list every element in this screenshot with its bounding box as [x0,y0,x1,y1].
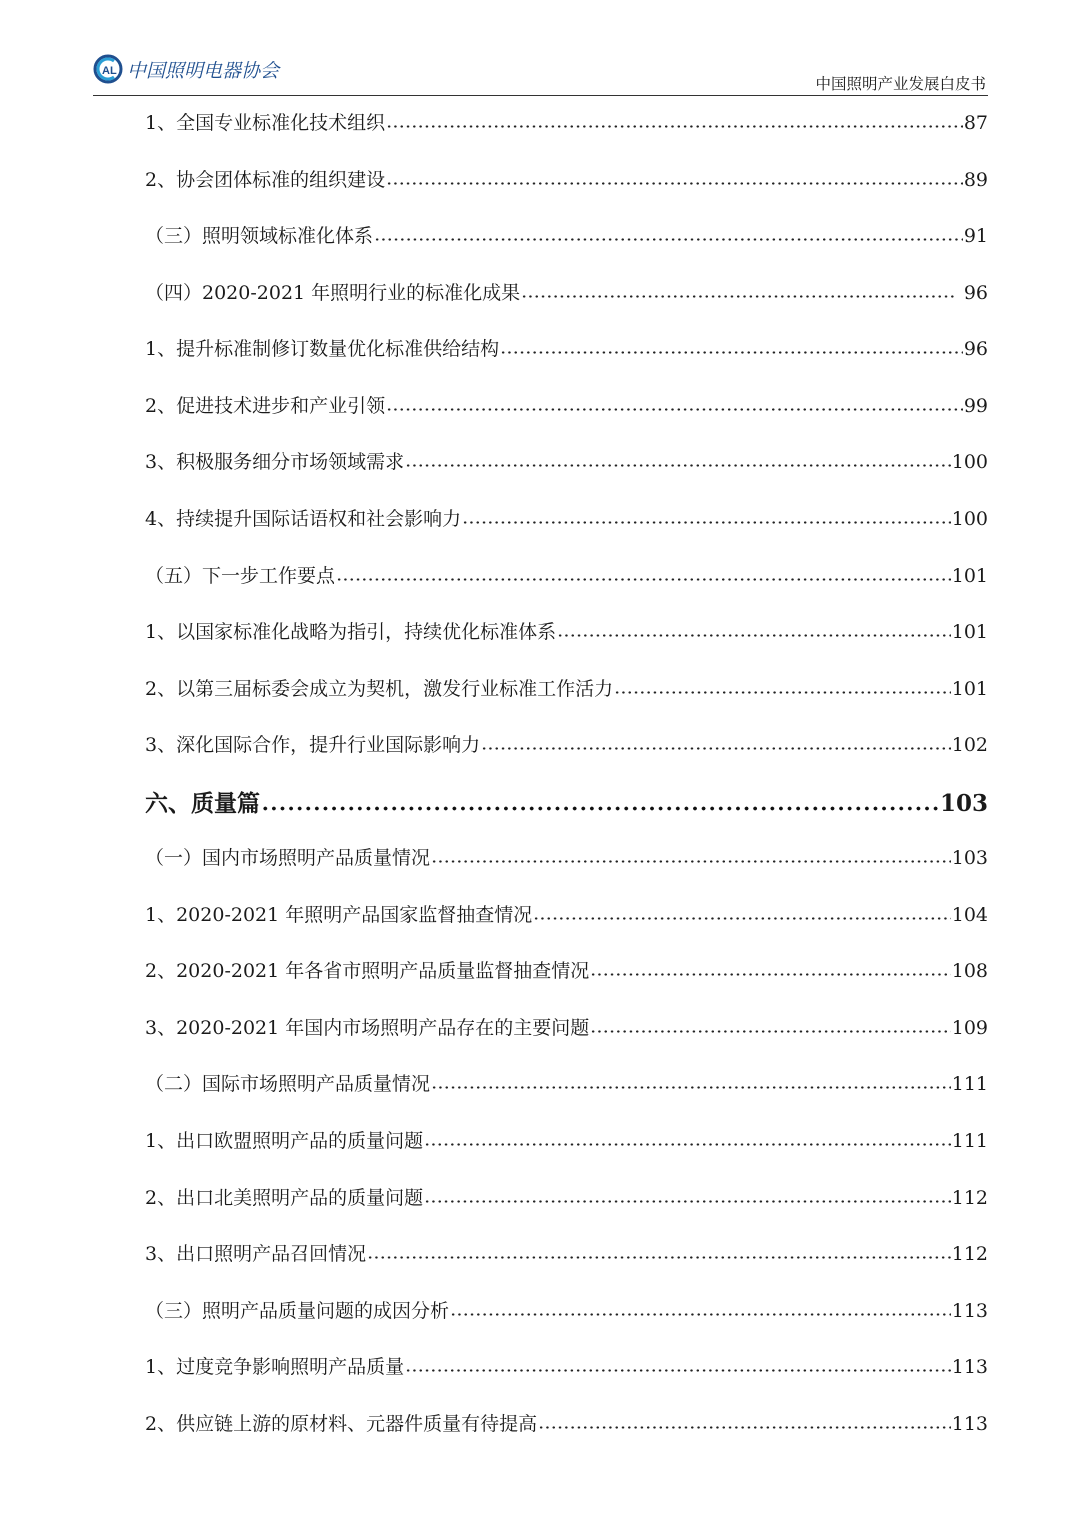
toc-entry-label: 2、促进技术进步和产业引领 [145,395,386,417]
toc-entry[interactable] [145,900,988,936]
dot-leader [431,850,951,864]
toc-entry-label: （三）照明领域标准化体系 [145,225,374,247]
toc-entry-page: 91 [963,225,988,247]
toc-entry-label: 1、全国专业标准化技术组织 [145,112,386,134]
toc-entry-label: 2、以第三届标委会成立为契机，激发行业标准工作活力 [145,678,614,700]
toc-entry-page: 111 [951,1130,988,1152]
dot-leader [500,341,963,355]
toc-entry-page: 89 [963,169,988,191]
toc-entry[interactable] [145,504,988,540]
toc-entry-label: 3、积极服务细分市场领域需求 [145,451,405,473]
toc-entry[interactable] [145,108,988,144]
toc-entry-page: 113 [951,1356,988,1378]
toc-entry[interactable] [145,1239,988,1275]
toc-entry-label: 2、供应链上游的原材料、元器件质量有待提高 [145,1413,538,1435]
toc-entry-label: 2、出口北美照明产品的质量问题 [145,1187,424,1209]
toc-entry-page: 111 [951,1073,988,1095]
dot-leader [405,1359,951,1373]
dot-leader [374,228,963,242]
toc-chapter-page: 103 [939,790,988,817]
toc-entry[interactable] [145,1013,988,1049]
toc-entry-label: 1、提升标准制修订数量优化标准供给结构 [145,338,500,360]
toc-entry-page: 112 [951,1187,988,1209]
toc-entry-page: 113 [951,1300,988,1322]
dot-leader [336,568,951,582]
dot-leader [533,907,950,921]
toc-entry[interactable] [145,730,988,766]
toc-entry-page: 109 [951,1017,988,1039]
toc-entry-page: 108 [951,960,988,982]
toc-entry-page: 112 [951,1243,988,1265]
toc-entry-page: 96 [963,338,988,360]
toc-entry-page: 104 [951,904,988,926]
toc-entry-page: 100 [951,508,988,530]
dot-leader [431,1076,951,1090]
toc-entry-label: 2、2020-2021 年各省市照明产品质量监督抽查情况 [145,960,590,982]
toc-entry[interactable] [145,1069,988,1105]
dot-leader [386,115,963,129]
page-header [93,50,988,96]
toc-entry-label: （四）2020-2021 年照明行业的标准化成果 [145,282,521,304]
toc-entry-label: 1、以国家标准化战略为指引，持续优化标准体系 [145,621,557,643]
toc-entry-label: 3、出口照明产品召回情况 [145,1243,367,1265]
dot-leader [590,963,950,977]
toc-entry[interactable] [145,1352,988,1388]
svg-text:AL: AL [102,65,117,77]
toc-entry[interactable] [145,674,988,710]
association-logo [93,54,279,84]
toc-entry[interactable] [145,1183,988,1219]
toc-entry-page: 99 [963,395,988,417]
dot-leader [367,1246,951,1260]
toc-entry-page: 87 [963,112,988,134]
dot-leader [557,624,951,638]
dot-leader [386,172,963,186]
toc-entry-label: （五）下一步工作要点 [145,565,336,587]
toc-entry-label: 4、持续提升国际话语权和社会影响力 [145,508,462,530]
toc-entry-label: 3、2020-2021 年国内市场照明产品存在的主要问题 [145,1017,590,1039]
dot-leader [614,681,951,695]
toc-entry[interactable] [145,1409,988,1445]
dot-leader [462,511,951,525]
toc-entry-label: 3、深化国际合作，提升行业国际影响力 [145,734,481,756]
dot-leader [481,737,951,751]
dot-leader [386,398,963,412]
toc-entry[interactable] [145,334,988,370]
toc-entry[interactable] [145,843,988,879]
toc-entry[interactable] [145,1126,988,1162]
toc-entry-label: 1、2020-2021 年照明产品国家监督抽查情况 [145,904,533,926]
toc-entry[interactable] [145,561,988,597]
header-divider [93,95,988,96]
dot-leader [405,454,951,468]
dot-leader [521,285,955,299]
toc-entry-page: 113 [951,1413,988,1435]
toc-entry-label: 1、过度竞争影响照明产品质量 [145,1356,405,1378]
toc-entry-page: 100 [951,451,988,473]
toc-entry-page: 96 [963,282,988,304]
cali-logo-icon [93,54,123,84]
toc-chapter-entry[interactable] [145,785,988,821]
dot-leader [424,1190,951,1204]
toc-entry-page: 103 [951,847,988,869]
toc-entry-label: （三）照明产品质量问题的成因分析 [145,1300,450,1322]
toc-entry[interactable] [145,956,988,992]
toc-entry[interactable] [145,165,988,201]
logo-text: 中国照明电器协会 [127,59,280,82]
dot-leader [261,797,939,811]
toc-entry-label: 1、出口欧盟照明产品的质量问题 [145,1130,424,1152]
toc-entry[interactable] [145,221,988,257]
toc-entry-label: （一）国内市场照明产品质量情况 [145,847,431,869]
document-title: 中国照明产业发展白皮书 [815,75,986,93]
toc-chapter-label: 六、质量篇 [145,790,260,817]
dot-leader [450,1303,951,1317]
dot-leader [424,1133,951,1147]
toc-entry[interactable] [145,617,988,653]
toc-entry-label: 2、协会团体标准的组织建设 [145,169,386,191]
toc-entry-page: 101 [951,678,988,700]
toc-entry-label: （二）国际市场照明产品质量情况 [145,1073,431,1095]
dot-leader [538,1416,951,1430]
toc-entry[interactable] [145,278,988,314]
dot-leader [590,1020,950,1034]
toc-entry[interactable] [145,447,988,483]
toc-entry[interactable] [145,391,988,427]
toc-entry-page: 102 [951,734,988,756]
toc-entry[interactable] [145,1296,988,1332]
toc-entry-page: 101 [951,565,988,587]
toc-entry-page: 101 [951,621,988,643]
